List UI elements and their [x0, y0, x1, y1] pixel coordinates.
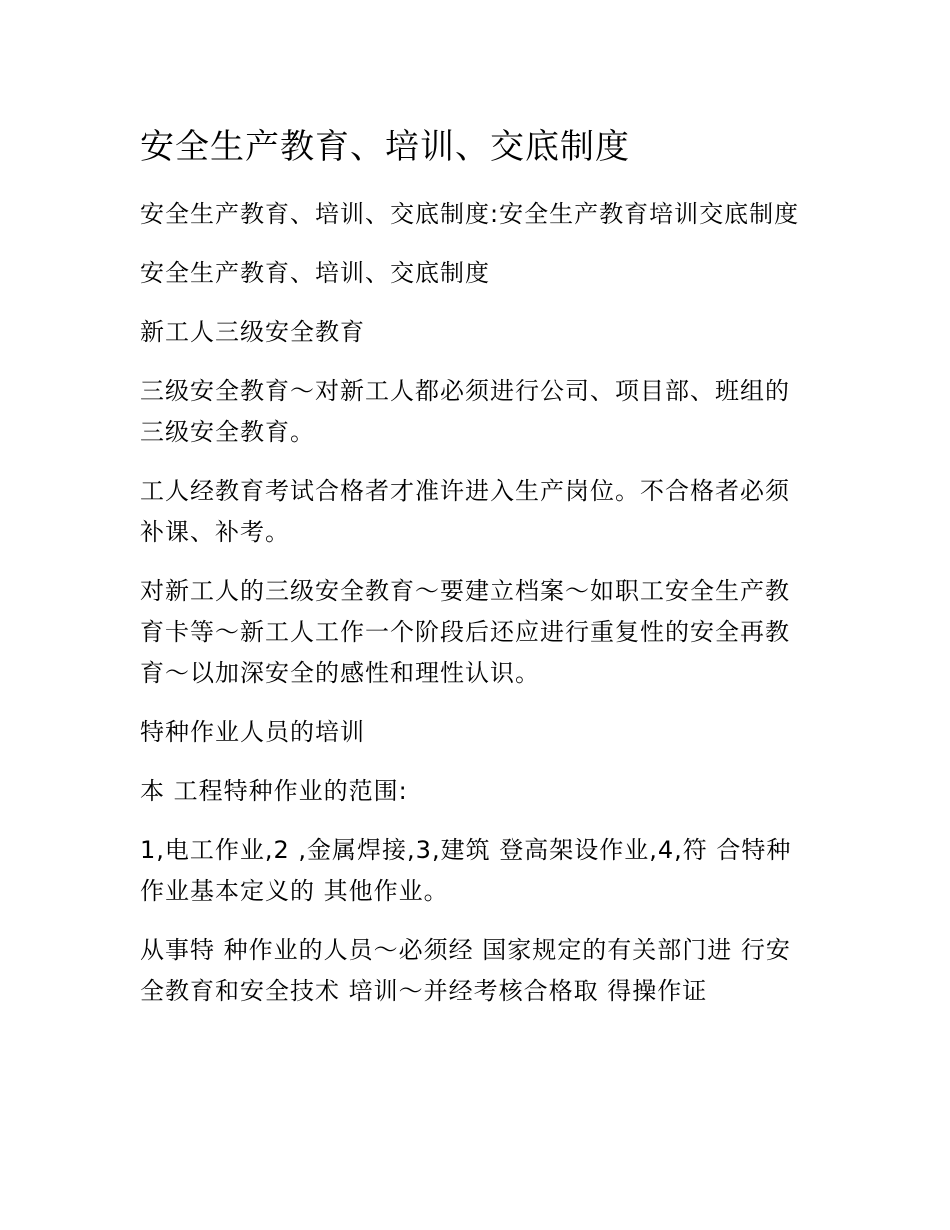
paragraph-special-training-heading: 特种作业人员的培训 [140, 718, 365, 746]
paragraph-new-worker-heading: 新工人三级安全教育 [140, 318, 365, 346]
paragraph-archive-records: 对新工人的三级安全教育～要建立档案～如职工安全生产教育卡等～新工人工作一个阶段后还应进行重复性的安全再教育～以加深安全的感性和理性认识。 [140, 577, 790, 687]
paragraph-certification: 从事特 种作业的人员～必须经 国家规定的有关部门进 行安全教育和安全技术 培训～并经考核合格取 得操作证 [140, 936, 791, 1005]
paragraph-section-heading: 安全生产教育、培训、交底制度 [140, 259, 490, 287]
document-page [140, 120, 810, 1030]
paragraph-title-repeat: 安全生产教育、培训、交底制度:安全生产教育培训交底制度 [140, 200, 800, 228]
paragraph-three-level-education: 三级安全教育～对新工人都必须进行公司、项目部、班组的三级安全教育。 [140, 377, 790, 446]
document-title: 安全生产教育、培训、交底制度 [140, 127, 630, 167]
paragraph-scope-list: 1,电工作业,2 ,金属焊接,3,建筑 登高架设作业,4,符 合特种作业基本定义的 其他作业。 [140, 836, 792, 905]
paragraph-scope-heading: 本 工程特种作业的范围: [140, 777, 408, 805]
paragraph-exam-requirement: 工人经教育考试合格者才准许进入生产岗位。不合格者必须补课、补考。 [140, 477, 790, 546]
